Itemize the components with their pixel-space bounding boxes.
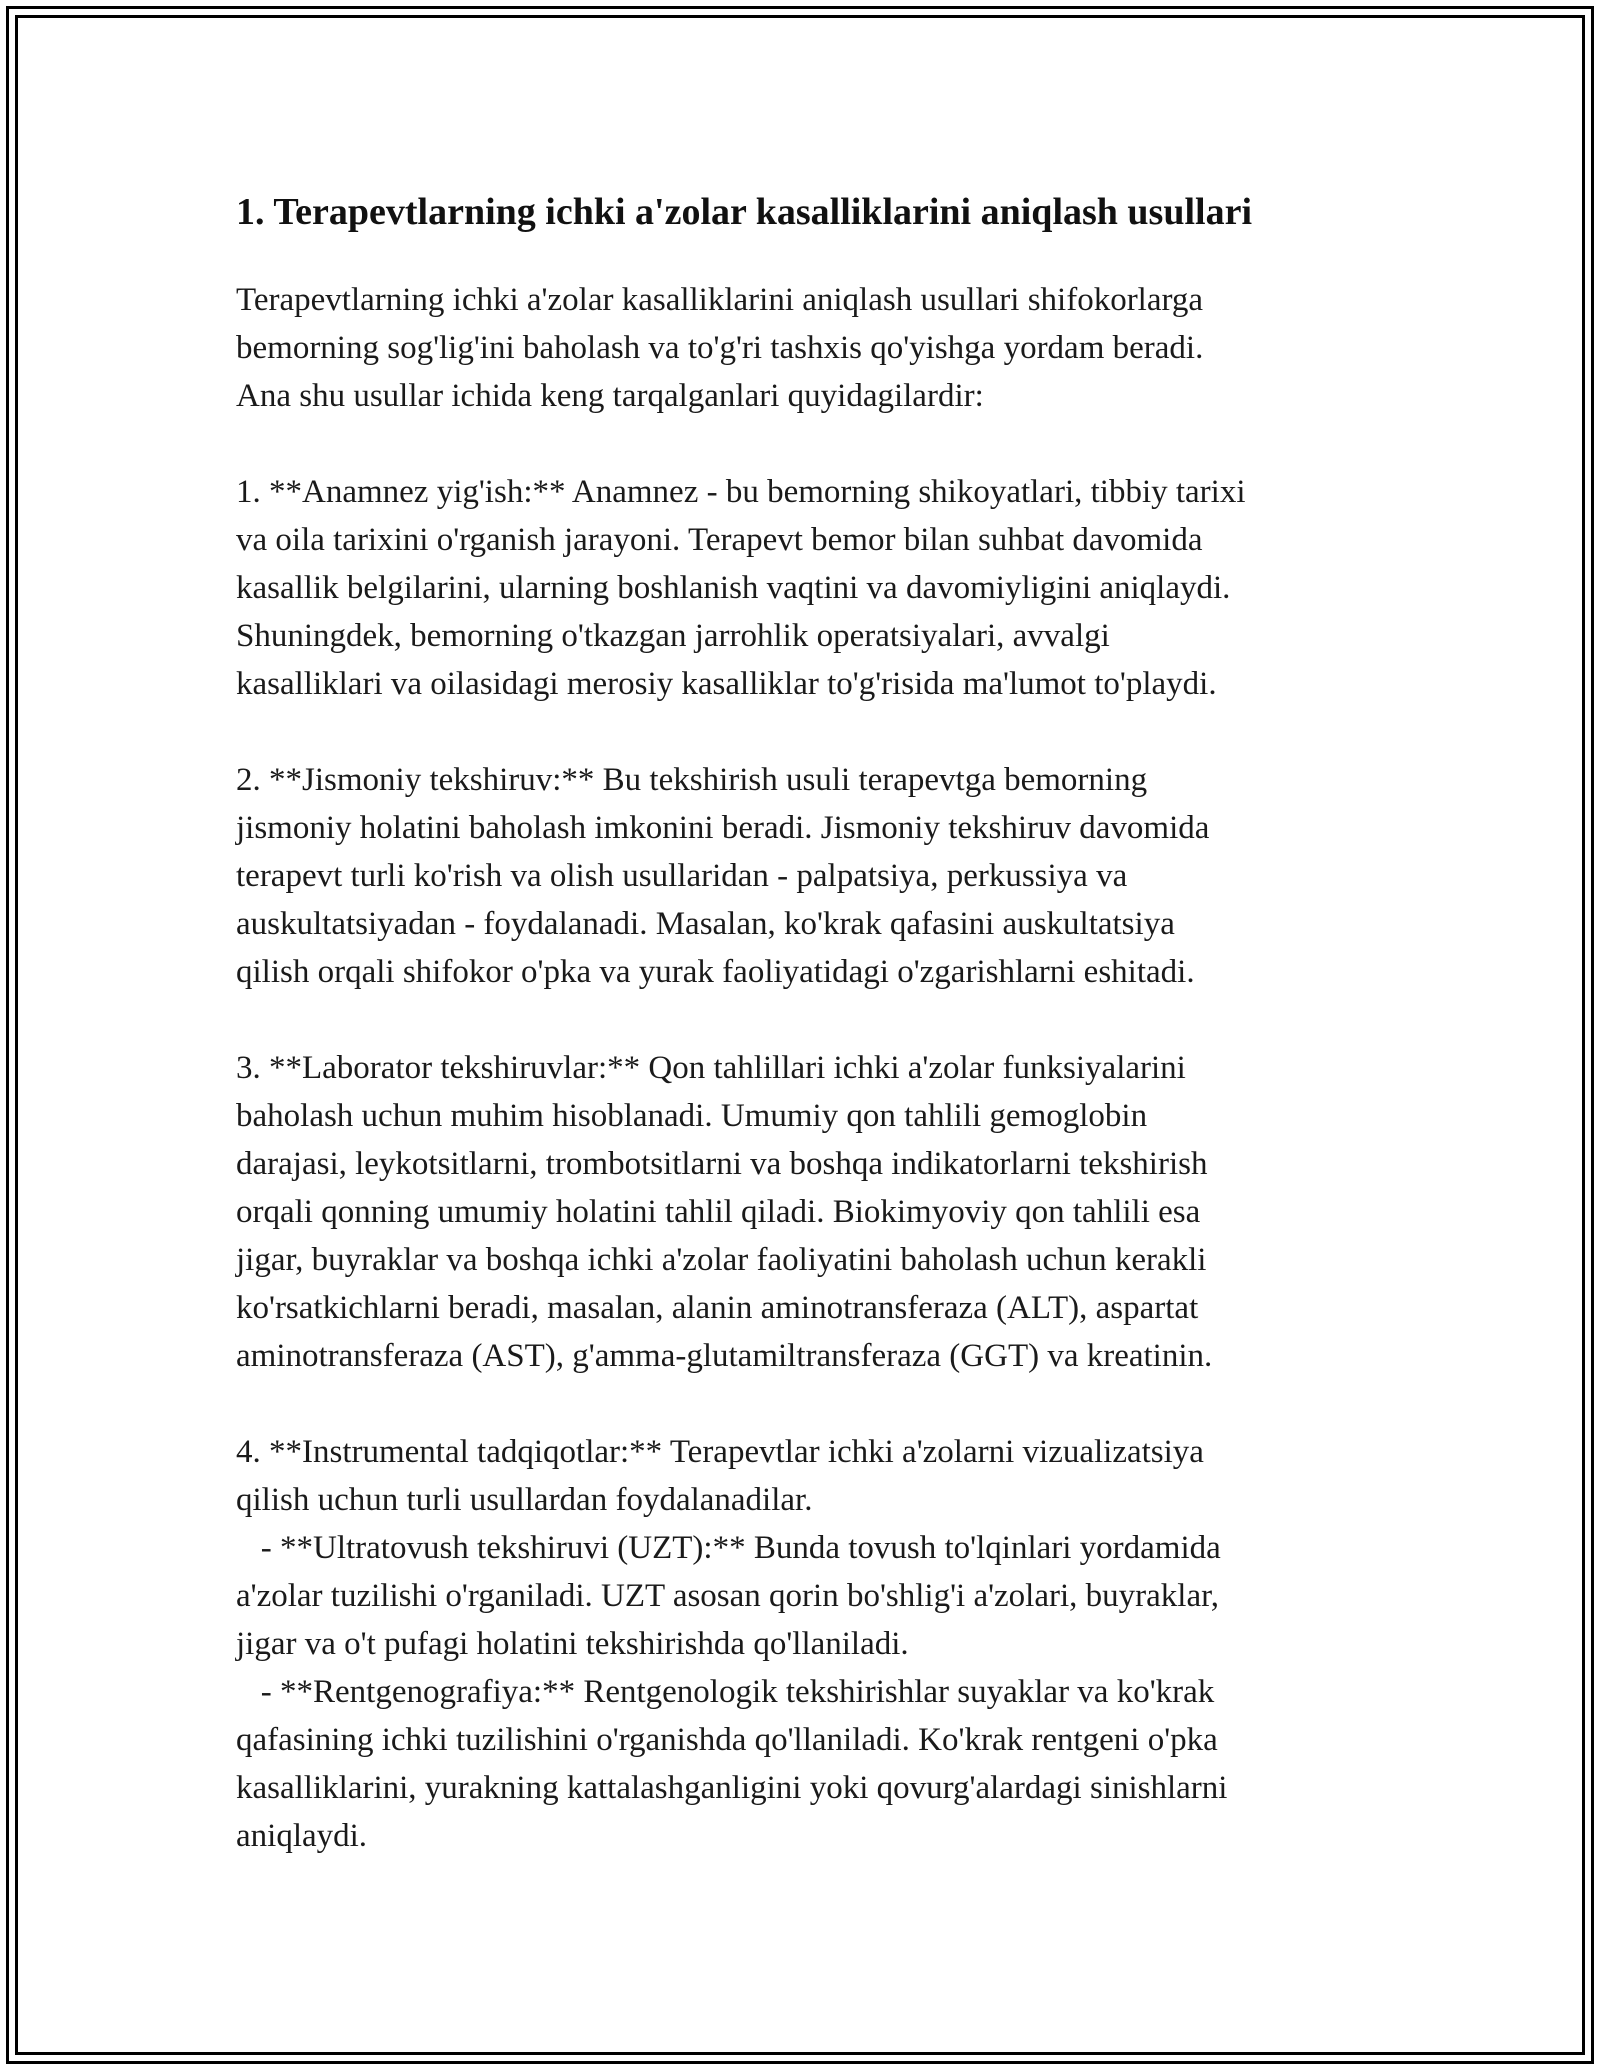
paragraph-laborator-tekshiruvlar: 3. **Laborator tekshiruvlar:** Qon tahlillari ichki a'zolar funksiyalarini baholash uchun muhim hisoblanadi. Umumiy qon tahlili gemoglobin darajasi, leykotsitlarni, trombotsitlarni va boshqa indikatorlarni tekshirish orqali qonning umumiy holatini tahlil qiladi. Biokimyoviy qon tahlili esa jigar, buyraklar va boshqa ichki a'zolar faoliyatini baholash uchun kerakli ko'rsatkichlarni beradi, masalan, alanin aminotransferaza (ALT), aspartat aminotransferaza (AST), g'amma-glutamiltransferaza (GGT) va kreatinin. [236, 1050, 1213, 1374]
intro-paragraph: Terapevtlarning ichki a'zolar kasalliklarini aniqlash usullari shifokorlarga bemorning sog'lig'ini baholash va to'g'ri tashxis qo'yishga yordam beradi. Ana shu usullar ichida keng tarqalganlari quyidagilardir: [236, 282, 1204, 414]
document-body [236, 184, 1386, 1860]
document-title: 1. Terapevtlarning ichki a'zolar kasalliklarini aniqlash usullari [236, 191, 1253, 233]
paragraph-jismoniy-tekshiruv: 2. **Jismoniy tekshiruv:** Bu tekshirish usuli terapevtga bemorning jismoniy holatini baholash imkonini beradi. Jismoniy tekshiruv davomida terapevt turli ko'rish va olish usullaridan - palpatsiya, perkussiya va auskultatsiyadan - foydalanadi. Masalan, ko'krak qafasini auskultatsiya qilish orqali shifokor o'pka va yurak faoliyatidagi o'zgarishlarni eshitadi. [236, 762, 1210, 990]
paragraph-anamnez: 1. **Anamnez yig'ish:** Anamnez - bu bemorning shikoyatlari, tibbiy tarixi va oila tarixini o'rganish jarayoni. Terapevt bemor bilan suhbat davomida kasallik belgilarini, ularning boshlanish vaqtini va davomiyligini aniqlaydi. Shuningdek, bemorning o'tkazgan jarrohlik operatsiyalari, avvalgi kasalliklari va oilasidagi merosiy kasalliklar to'g'risida ma'lumot to'playdi. [236, 474, 1246, 702]
paragraph-instrumental-tadqiqotlar: 4. **Instrumental tadqiqotlar:** Terapevtlar ichki a'zolarni vizualizatsiya qilish uchun turli usullardan foydalanadilar. - **Ultratovush tekshiruvi (UZT):** Bunda tovush to'lqinlari yordamida a'zolar tuzilishi o'rganiladi. UZT asosan qorin bo'shlig'i a'zolari, buyraklar, jigar va o't pufagi holatini tekshirishda qo'llaniladi. - **Rentgenografiya:** Rentgenologik tekshirishlar suyaklar va ko'krak qafasining ichki tuzilishini o'rganishda qo'llaniladi. Ko'krak rentgeni o'pka kasalliklarini, yurakning kattalashganligini yoki qovurg'alardagi sinishlarni aniqlaydi. [236, 1434, 1228, 1854]
